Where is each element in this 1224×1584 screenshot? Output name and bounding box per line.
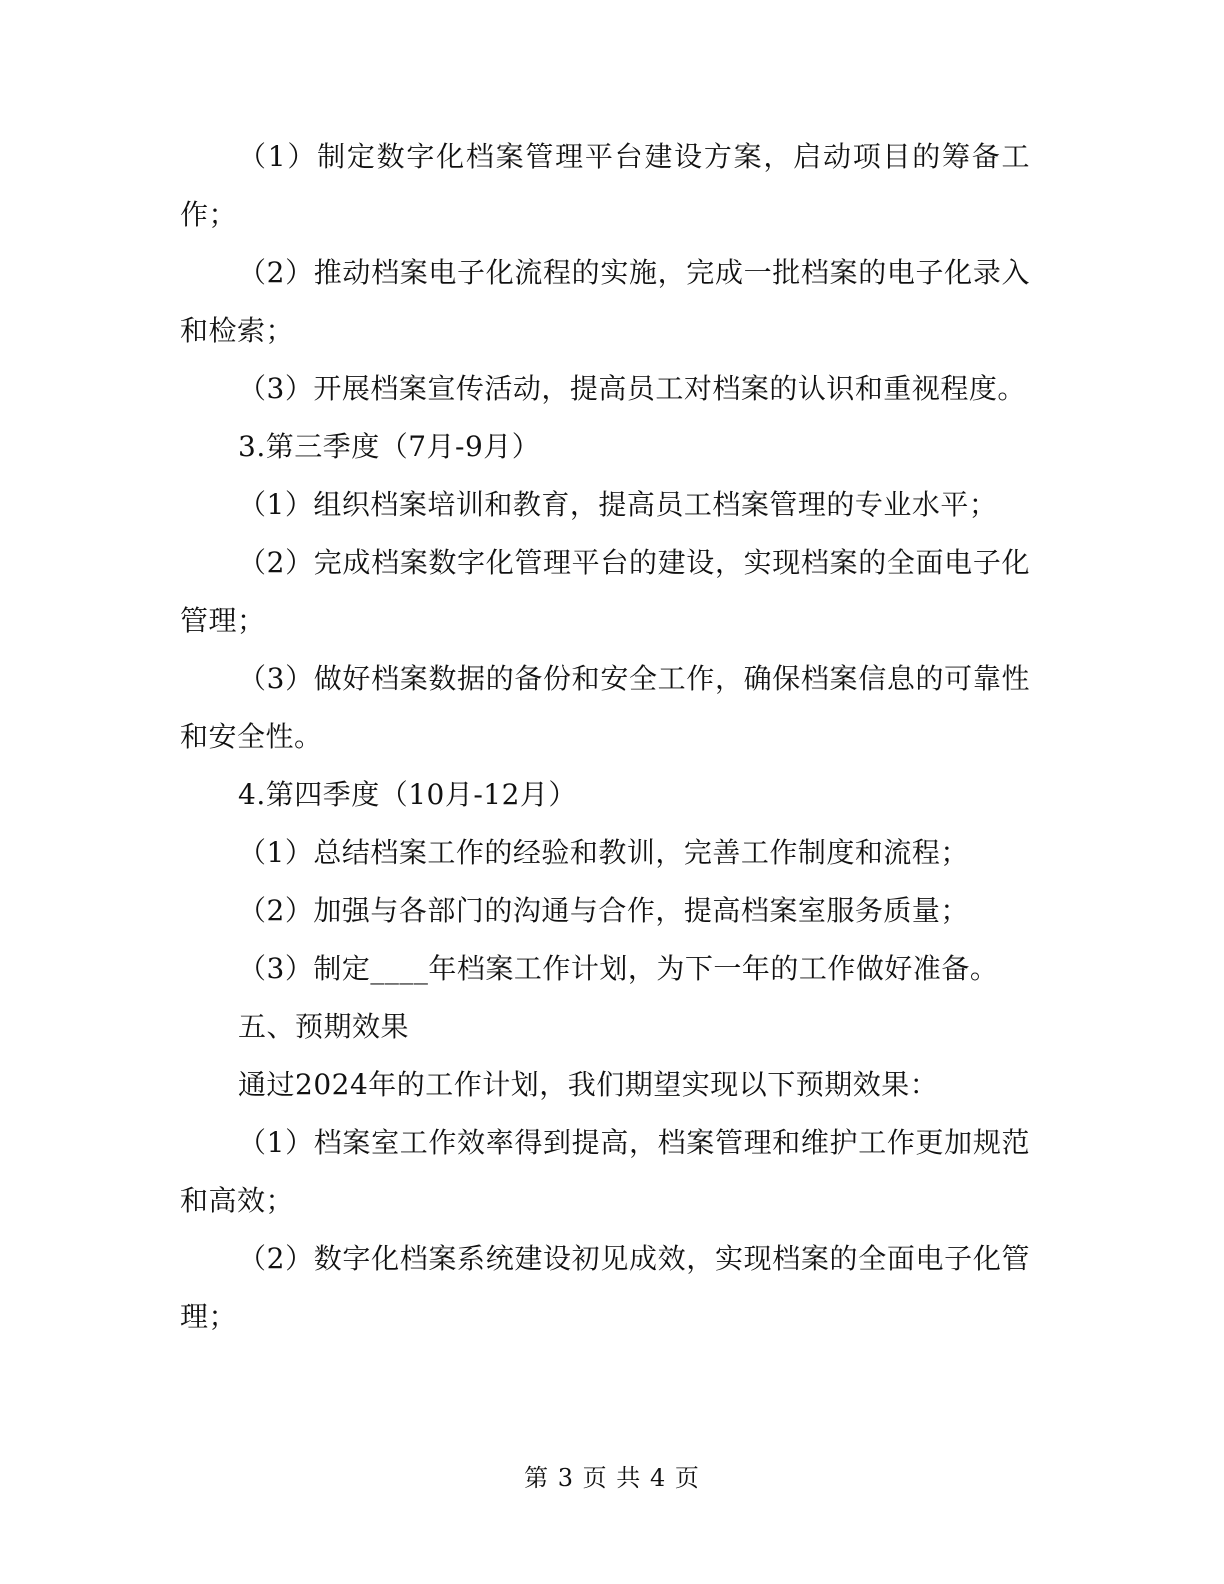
heading-q3: 3.第三季度（7月-9月） [238,430,541,463]
paragraph-q2-item-3: （3）开展档案宣传活动，提高员工对档案的认识和重视程度。 [238,372,1026,405]
paragraph-q4-item-1: （1）总结档案工作的经验和教训，完善工作制度和流程； [238,836,969,869]
paragraph-q3-item-3: （3）做好档案数据的备份和安全工作，确保档案信息的可靠性和安全性。 [180,662,1030,753]
paragraph-q3-item-2: （2）完成档案数字化管理平台的建设，实现档案的全面电子化管理； [180,546,1030,637]
paragraph-q2-item-2: （2）推动档案电子化流程的实施，完成一批档案的电子化录入和检索； [180,256,1030,347]
paragraph-q2-item-1: （1）制定数字化档案管理平台建设方案，启动项目的筹备工作； [180,140,1030,231]
paragraph-expected-intro: 通过2024年的工作计划，我们期望实现以下预期效果： [238,1068,939,1101]
paragraph-q4-item-3: （3）制定____年档案工作计划，为下一年的工作做好准备。 [238,952,999,985]
heading-q4: 4.第四季度（10月-12月） [238,778,577,811]
page-footer: 第 3 页 共 4 页 [524,1464,700,1492]
section-heading-expected-results: 五、预期效果 [238,1010,410,1043]
document-body [180,128,1030,1346]
paragraph-q4-item-2: （2）加强与各部门的沟通与合作，提高档案室服务质量； [238,894,969,927]
paragraph-q3-item-1: （1）组织档案培训和教育，提高员工档案管理的专业水平； [238,488,998,521]
paragraph-expected-item-2: （2）数字化档案系统建设初见成效，实现档案的全面电子化管理； [180,1242,1030,1333]
paragraph-expected-item-1: （1）档案室工作效率得到提高，档案管理和维护工作更加规范和高效； [180,1126,1030,1217]
